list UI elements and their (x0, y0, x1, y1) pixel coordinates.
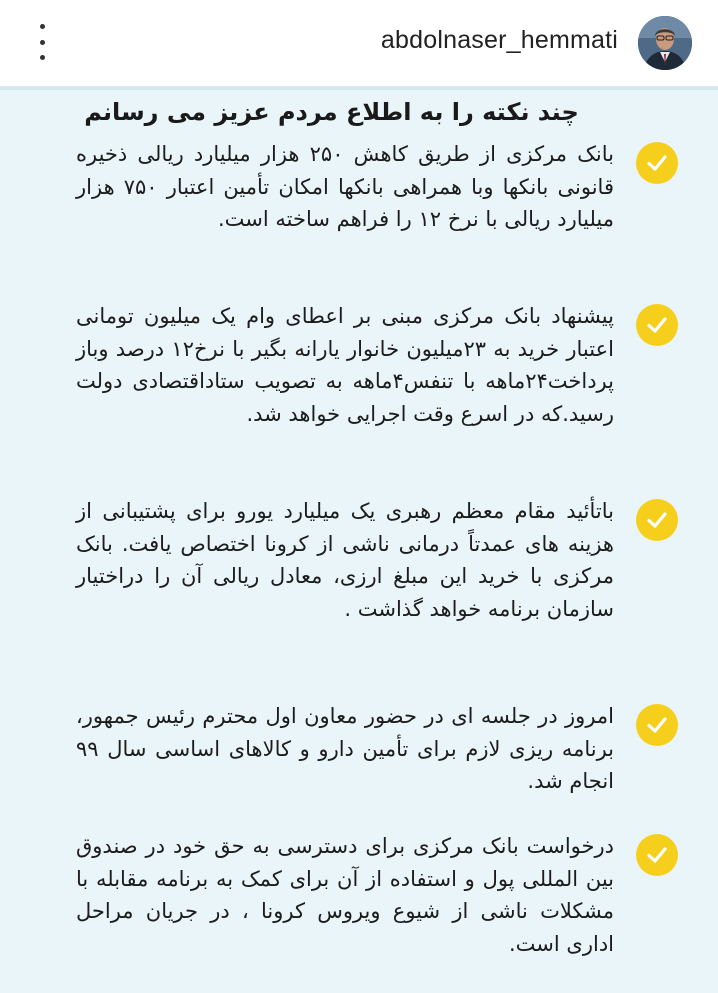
check-icon (636, 704, 678, 746)
post-title: چند نکته را به اطلاع مردم عزیز می رسانم (84, 98, 579, 126)
list-item-text: امروز در جلسه ای در حضور معاون اول محترم رئیس جمهور، برنامه ریزی لازم برای تأمین دارو و کالاهای اساسی سال ۹۹ انجام شد. (76, 704, 614, 793)
avatar[interactable] (638, 16, 692, 70)
profile-photo-icon (638, 16, 692, 70)
menu-dot (40, 40, 45, 45)
list-item-text: درخواست بانک مرکزی برای دسترسی به حق خود در صندوق بین المللی پول و استفاده از آن برای کمک به برنامه مقابله با مشکلات ناشی از شیوع ویروس کرونا ، در جریان مراحل اداری است. (76, 834, 614, 956)
list-item-text: باتأئید مقام معظم رهبری یک میلیارد یورو برای پشتیبانی از هزینه های عمدتاً درمانی ناشی از کرونا اختصاص یافت. بانک مرکزی با خرید این مبلغ ارزی، معادل ریالی آن را دراختیار سازمان برنامه خواهد گذاشت . (76, 499, 614, 621)
more-vertical-icon[interactable] (28, 24, 56, 60)
check-icon (636, 304, 678, 346)
username-link[interactable]: abdolnaser_hemmati (380, 26, 618, 54)
list-item-text: پیشنهاد بانک مرکزی مبنی بر اعطای وام یک میلیون تومانی اعتبار خرید به ۲۳میلیون خانوار یارانه بگیر با نرخ۱۲ درصد وباز پرداخت۲۴ماهه با تنفس۴ماهه به تصویب ستاداقتصادی دولت رسید.که در اسرع وقت اجرایی خواهد شد. (76, 304, 614, 426)
list-item-text: بانک مرکزی از طریق کاهش ۲۵۰ هزار میلیارد ریالی ذخیره قانونی بانکها وبا همراهی بانکها امکان تأمین اعتبار ۷۵۰ هزار میلیارد ریالی با نرخ ۱۲ را فراهم ساخته است. (76, 142, 614, 231)
check-icon (636, 834, 678, 876)
menu-dot (40, 24, 45, 29)
post-header (0, 0, 718, 87)
check-icon (636, 499, 678, 541)
check-icon (636, 142, 678, 184)
post-image (0, 87, 718, 993)
menu-dot (40, 55, 45, 60)
